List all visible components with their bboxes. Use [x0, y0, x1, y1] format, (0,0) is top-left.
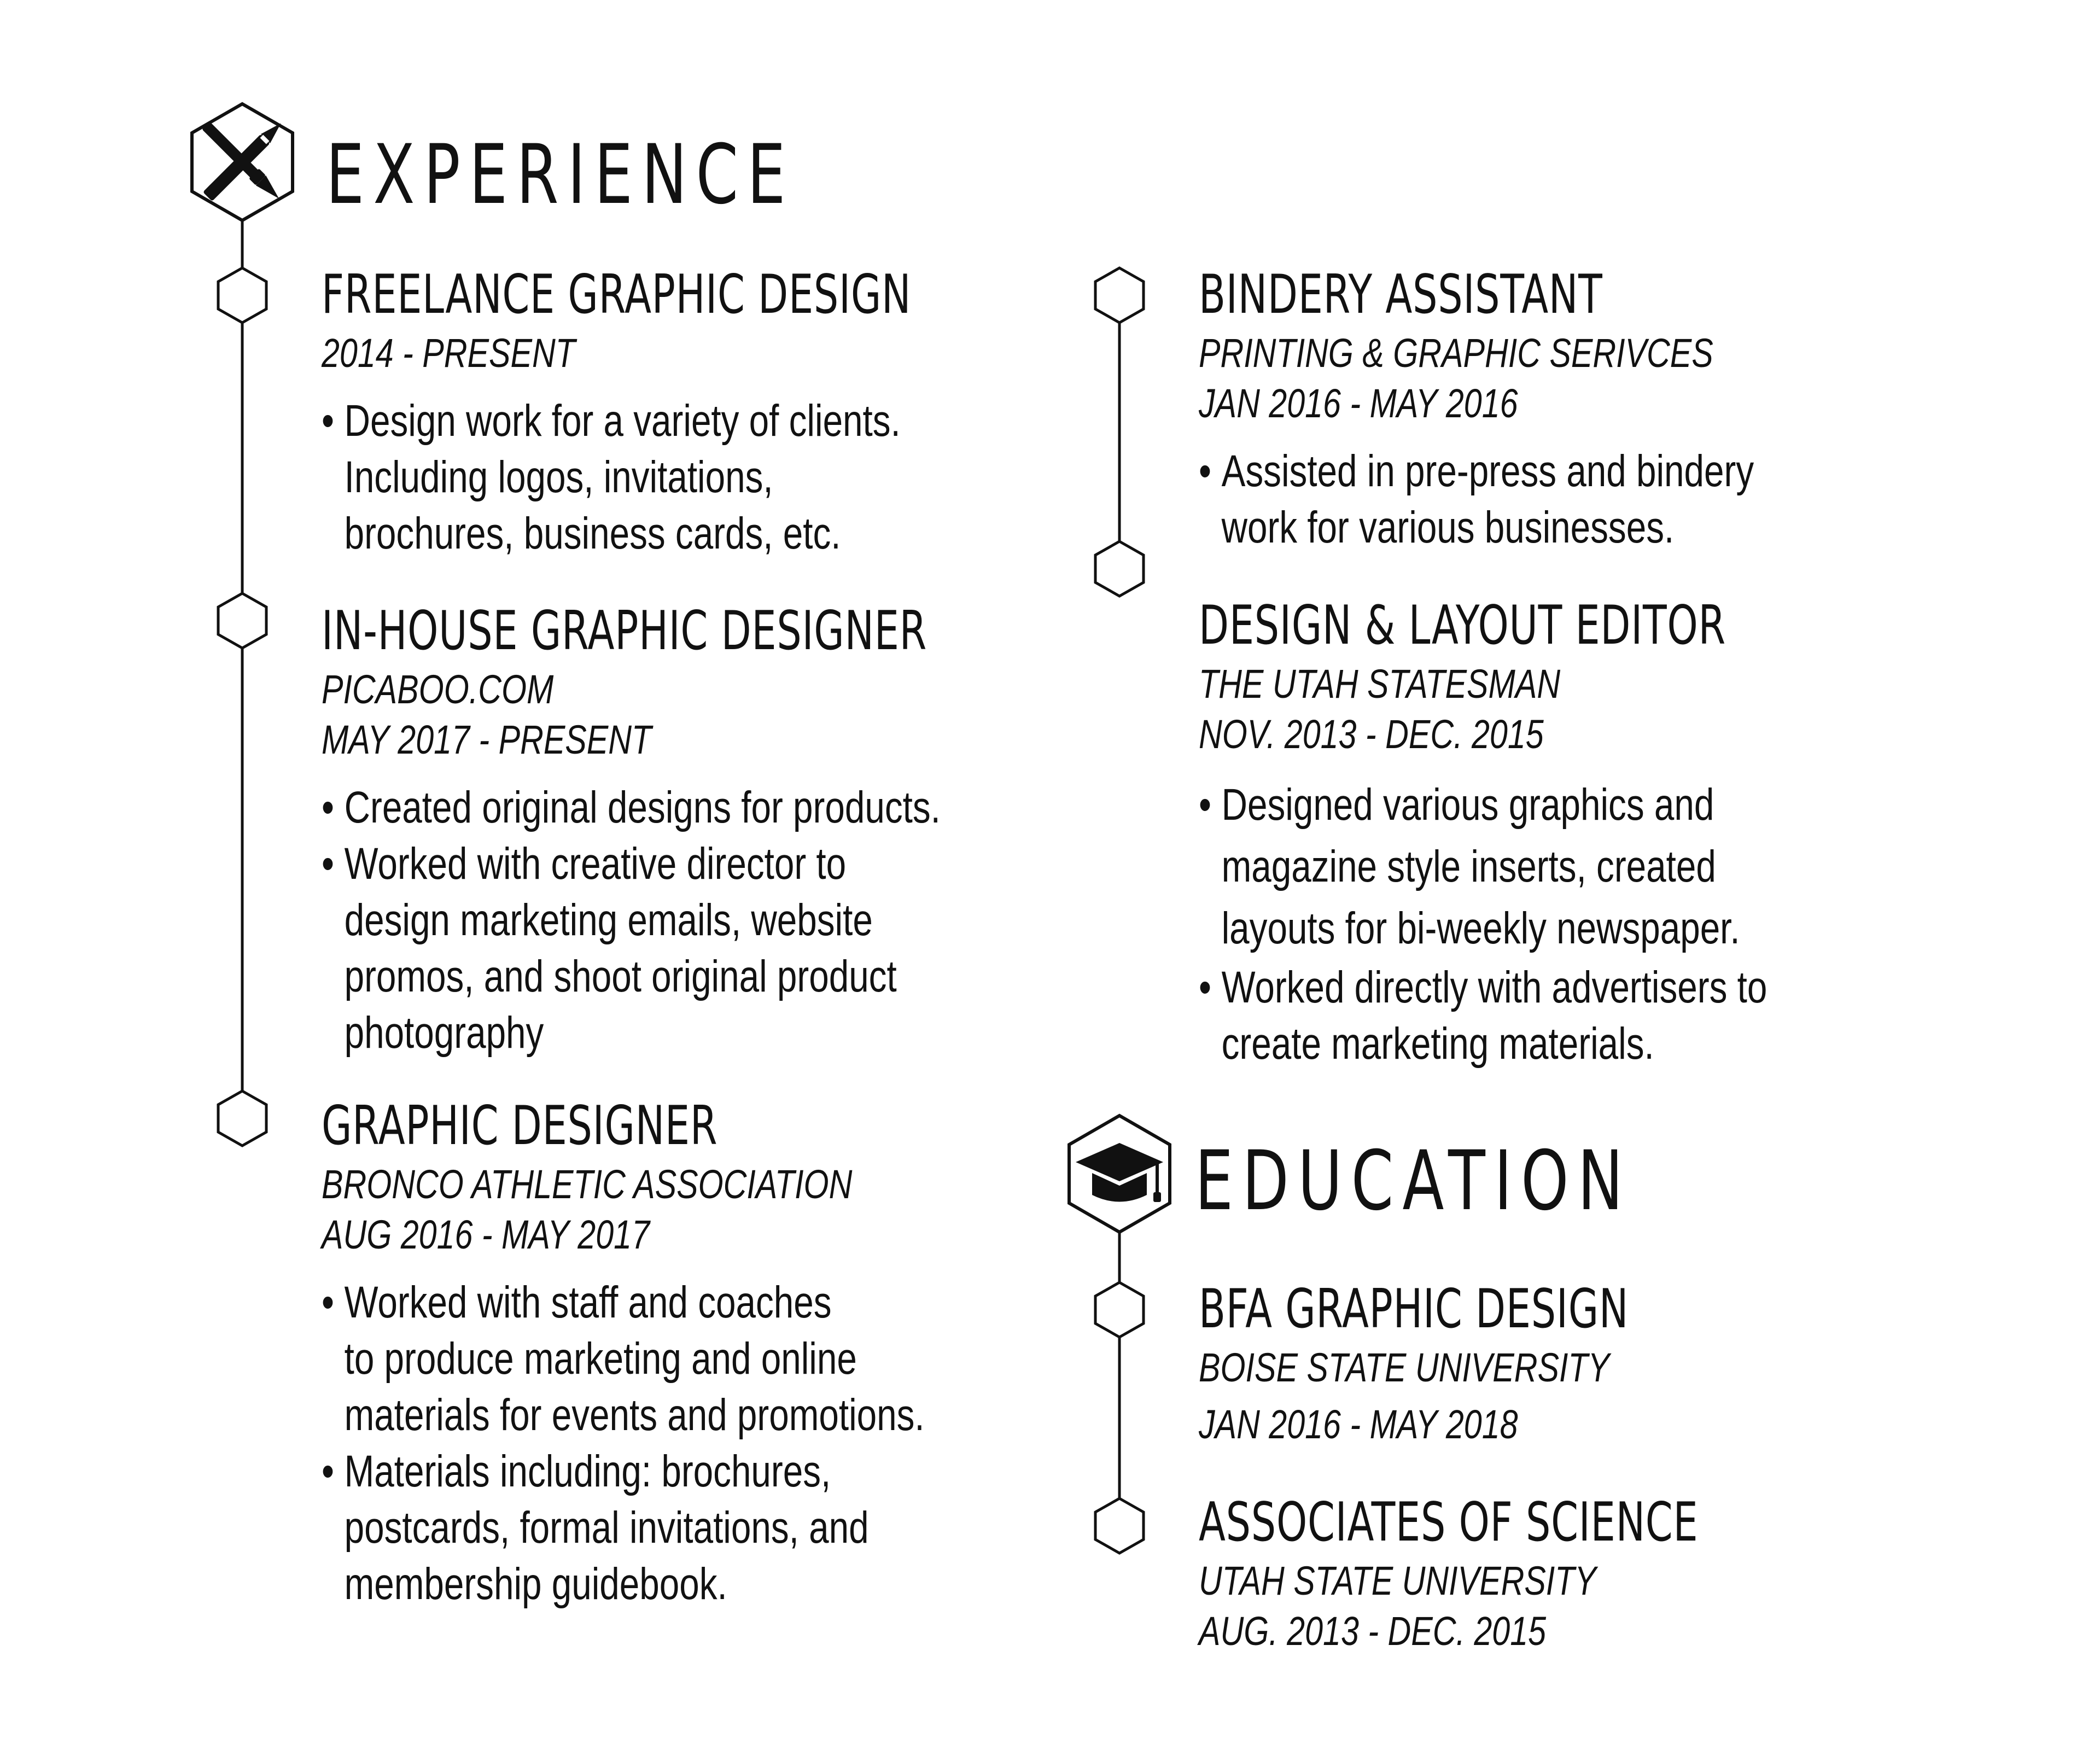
bullet-line: layouts for bi-weekly newspaper. [1221, 903, 1740, 953]
entry-title: GRAPHIC DESIGNER [322, 1095, 718, 1157]
entry-company: PRINTING & GRAPHIC SERIVCES [1199, 330, 1713, 376]
bullet-line: create marketing materials. [1221, 1019, 1654, 1069]
timeline-node [1095, 1498, 1144, 1553]
bullet-line: to produce marketing and online [344, 1334, 857, 1384]
timeline-node [218, 1091, 266, 1146]
bullet-line: promos, and shoot original product [344, 952, 897, 1001]
experience-entry-graphic-designer [322, 1095, 1075, 1612]
timeline-node [1095, 1282, 1144, 1337]
education-entry-bfa [1199, 1278, 1788, 1450]
experience-entry-freelance [322, 264, 1129, 562]
bullet-line: materials for events and promotions. [344, 1390, 925, 1440]
bullet-line: photography [344, 1008, 544, 1058]
bullet-line: work for various businesses. [1221, 503, 1675, 552]
bullet-line: • Design work for a variety of clients. [322, 396, 901, 446]
entry-company: BRONCO ATHLETIC ASSOCIATION [322, 1162, 853, 1207]
pencil-brush-icon [192, 104, 293, 220]
bullet-line: • Materials including: brochures, [322, 1446, 831, 1496]
bullet-line: magazine style inserts, created [1221, 842, 1716, 891]
entry-dates: MAY 2017 - PRESENT [322, 717, 652, 762]
entry-title: FREELANCE GRAPHIC DESIGN [322, 264, 912, 326]
education-heading: EDUCATION [1195, 1134, 1632, 1229]
bullet-line: membership guidebook. [344, 1559, 727, 1609]
bullet-line: • Created original designs for products. [322, 783, 941, 832]
entry-title: DESIGN & LAYOUT EDITOR [1199, 594, 1726, 657]
entry-bullets [1199, 443, 1893, 556]
entry-dates: JAN 2016 - MAY 2018 [1199, 1402, 1518, 1447]
experience-entry-inhouse [322, 600, 1151, 1061]
graduation-cap-icon [1069, 1116, 1170, 1232]
bullet-line: Including logos, invitations, [344, 452, 773, 502]
entry-bullets [322, 393, 1129, 562]
bullet-line: • Worked directly with advertisers to [1199, 962, 1768, 1012]
bullet-line: brochures, business cards, etc. [344, 509, 841, 558]
entry-dates: AUG 2016 - MAY 2017 [322, 1212, 650, 1257]
experience-entry-layout-editor [1199, 594, 1921, 1072]
bullet-line: • Designed various graphics and [1199, 780, 1714, 830]
entry-dates: NOV. 2013 - DEC. 2015 [1199, 711, 1544, 757]
entry-dates: AUG. 2013 - DEC. 2015 [1199, 1608, 1547, 1654]
bullet-line: • Worked with staff and coaches [322, 1278, 832, 1327]
entry-title: ASSOCIATES OF SCIENCE [1199, 1491, 1699, 1554]
education-entry-associates [1199, 1491, 1883, 1656]
bullet-line: • Worked with creative director to [322, 839, 847, 889]
entry-bullets [1199, 774, 1921, 1072]
entry-title: BINDERY ASSISTANT [1199, 264, 1603, 326]
entry-title: BFA GRAPHIC DESIGN [1199, 1278, 1629, 1340]
timeline-node [218, 268, 266, 323]
entry-school: BOISE STATE UNIVERSITY [1199, 1345, 1610, 1390]
entry-dates: 2014 - PRESENT [322, 330, 575, 376]
bullet-line: postcards, formal invitations, and [344, 1503, 869, 1553]
entry-dates: JAN 2016 - MAY 2016 [1199, 381, 1518, 426]
bullet-line: design marketing emails, website [344, 895, 873, 945]
experience-heading: EXPERIENCE [326, 127, 795, 223]
entry-title: IN-HOUSE GRAPHIC DESIGNER [322, 600, 928, 662]
timeline-node [218, 593, 266, 648]
bullet-line: • Assisted in pre-press and bindery [1199, 446, 1754, 496]
entry-school: UTAH STATE UNIVERSITY [1199, 1558, 1596, 1603]
entry-company: PICABOO.COM [322, 667, 554, 712]
entry-bullets [322, 1274, 1075, 1612]
experience-entry-bindery [1199, 264, 1893, 556]
entry-bullets [322, 779, 1151, 1061]
entry-company: THE UTAH STATESMAN [1199, 661, 1561, 707]
